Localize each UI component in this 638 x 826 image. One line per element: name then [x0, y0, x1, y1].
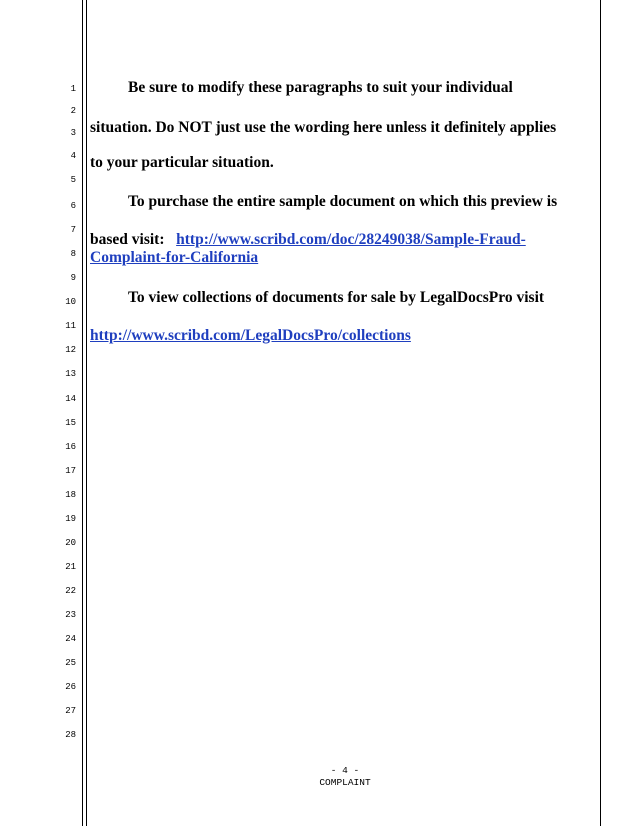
paragraph-2-line-3 — [90, 249, 258, 267]
paragraph-3-line-1: To view collections of documents for sale by LegalDocsPro visit — [128, 289, 545, 306]
left-margin-rule-outer — [82, 0, 83, 826]
line-number: 4 — [70, 151, 76, 161]
sample-document-link[interactable]: http://www.scribd.com/doc/28249038/Sample-Fraud- — [176, 231, 526, 248]
line-number: 9 — [70, 273, 76, 283]
line-number: 10 — [65, 297, 76, 307]
collections-link[interactable]: http://www.scribd.com/LegalDocsPro/collections — [90, 327, 411, 344]
left-margin-rule-inner — [86, 0, 87, 826]
line-number: 12 — [65, 345, 76, 355]
right-margin-rule — [600, 0, 601, 826]
paragraph-2-line-1: To purchase the entire sample document on which this preview is — [128, 193, 558, 210]
sample-document-link-continued[interactable]: Complaint-for-California — [90, 249, 259, 266]
footer-title: COMPLAINT — [319, 777, 371, 788]
line-number: 14 — [65, 394, 76, 404]
line-number: 21 — [65, 562, 76, 572]
paragraph-3-line-2 — [90, 327, 411, 345]
line-number: 16 — [65, 442, 76, 452]
line-number: 8 — [70, 249, 76, 259]
line-number: 28 — [65, 730, 76, 740]
paragraph-1-line-3: to your particular situation. — [90, 154, 274, 171]
line-number: 13 — [65, 369, 76, 379]
line-number: 17 — [65, 466, 76, 476]
based-visit-label: based visit: — [90, 231, 165, 248]
line-number: 11 — [65, 321, 76, 331]
line-number: 1 — [70, 84, 76, 94]
line-number: 20 — [65, 538, 76, 548]
line-number: 22 — [65, 586, 76, 596]
line-number: 24 — [65, 634, 76, 644]
line-number: 2 — [70, 106, 76, 116]
line-number: 27 — [65, 706, 76, 716]
paragraph-1-line-1: Be sure to modify these paragraphs to suit your individual — [128, 79, 513, 96]
line-number: 7 — [70, 225, 76, 235]
line-number: 5 — [70, 175, 76, 185]
line-number: 15 — [65, 418, 76, 428]
line-number: 19 — [65, 514, 76, 524]
line-number: 26 — [65, 682, 76, 692]
line-number: 3 — [70, 128, 76, 138]
paragraph-2-line-2 — [90, 231, 526, 249]
page-number: - 4 - — [330, 765, 360, 776]
line-number: 6 — [70, 201, 76, 211]
paragraph-1-line-2: situation. Do NOT just use the wording here unless it definitely applies — [90, 119, 557, 136]
line-number: 23 — [65, 610, 76, 620]
line-number: 18 — [65, 490, 76, 500]
line-number: 25 — [65, 658, 76, 668]
